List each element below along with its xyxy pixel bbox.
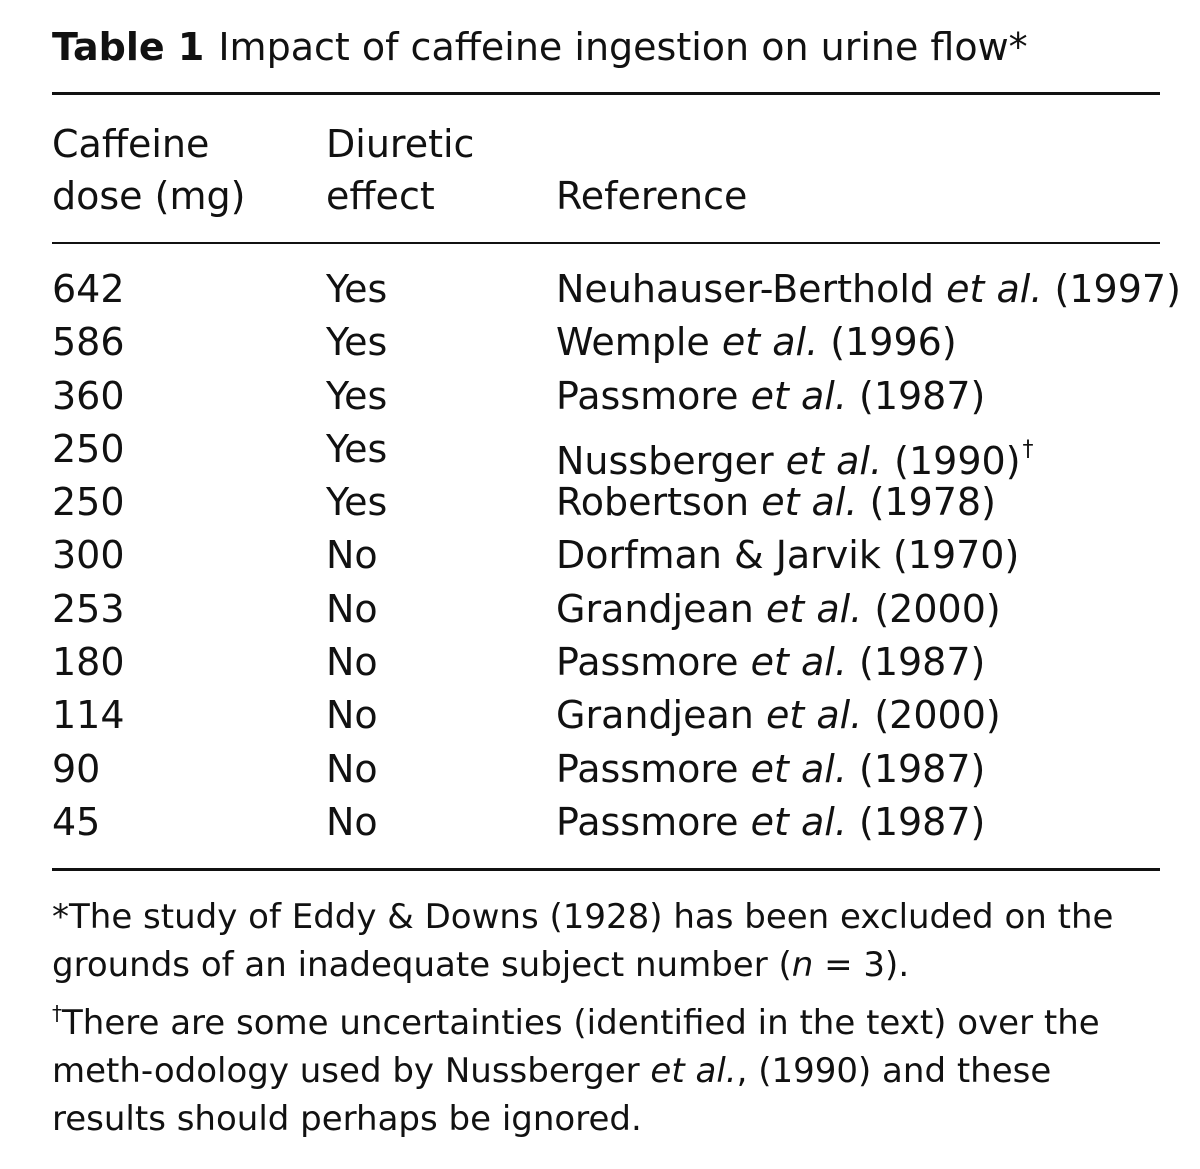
cell-dose: 114 [52,693,125,738]
table-body [52,263,1181,849]
cell-dose: 45 [52,799,101,844]
cell-effect: No [326,640,378,685]
reference-etal: et al. [750,799,847,844]
cell-reference [556,689,1001,742]
table-row [52,316,1160,369]
cell-reference [556,370,985,423]
footnote-mark: † [1022,436,1034,462]
cell-reference [556,636,985,689]
reference-year: (2000) [874,586,1001,631]
header-effect-line2: effect [326,174,435,218]
reference-etal: et al. [750,640,847,685]
reference-year: (1987) [859,373,986,418]
cell-dose: 250 [52,480,125,525]
table-row [52,583,1160,636]
top-rule [52,92,1160,95]
cell-effect: Yes [326,426,388,471]
reference-year: (1987) [859,746,986,791]
cell-effect: Yes [326,267,388,311]
cell-reference [556,529,1019,582]
header-effect-line1: Diuretic [326,122,475,166]
cell-effect: Yes [326,373,388,418]
table-caption [52,22,1028,72]
cell-dose: 250 [52,426,125,471]
reference-author: Dorfman & Jarvik [556,533,881,578]
reference-author: Grandjean [556,586,754,631]
cell-dose: 180 [52,640,125,685]
reference-author: Wemple [556,320,710,365]
reference-etal: et al. [721,320,819,365]
table-label: Table 1 [52,25,205,69]
reference-etal: et al. [946,267,1043,311]
cell-effect: No [326,693,378,738]
cell-dose: 253 [52,586,125,631]
reference-year: (2000) [874,693,1001,738]
footnote-asterisk: *The study of Eddy & Downs (1928) has been excluded on the grounds of an inadequate subject number (n = 3). [52,897,1114,985]
reference-year: (1978) [869,480,996,525]
reference-author: Passmore [556,373,739,418]
header-dose [52,118,245,222]
table-row [52,636,1160,689]
table-row [52,796,1160,849]
cell-effect: Yes [326,480,388,525]
reference-author: Passmore [556,799,739,844]
reference-author: Passmore [556,746,739,791]
reference-author: Passmore [556,640,739,685]
table-row [52,743,1160,796]
reference-etal: et al. [750,373,847,418]
cell-effect: No [326,799,378,844]
cell-effect: No [326,533,378,578]
bottom-rule [52,868,1160,871]
reference-etal: et al. [765,693,863,738]
reference-year: (1987) [859,799,986,844]
reference-year: (1990) [894,438,1021,483]
table-row [52,423,1160,483]
table-document [52,0,1181,1169]
table-row [52,689,1160,742]
cell-effect: No [326,746,378,791]
cell-dose: 360 [52,373,125,418]
reference-year: (1997) [1054,267,1181,311]
reference-author: Grandjean [556,693,754,738]
cell-dose: 586 [52,320,125,365]
reference-etal: et al. [765,586,863,631]
header-reference [556,118,747,222]
cell-dose: 90 [52,746,101,791]
header-rule [52,242,1160,244]
reference-etal: et al. [785,438,883,483]
cell-reference [556,316,957,369]
reference-etal: et al. [750,746,847,791]
reference-year: (1987) [859,640,986,685]
header-dose-line2: dose (mg) [52,174,246,218]
cell-effect: No [326,586,378,631]
table-row [52,476,1160,529]
cell-reference [556,796,985,849]
reference-year: (1996) [830,320,957,365]
cell-reference [556,263,1181,316]
footnotes [52,893,1160,1143]
table-row [52,370,1160,423]
reference-etal: et al. [761,480,858,525]
header-reference-label: Reference [556,174,748,218]
cell-reference [556,743,985,796]
reference-author: Neuhauser-Berthold [556,267,935,311]
table-title: Impact of caffeine ingestion on urine flow* [218,25,1028,69]
reference-year: (1970) [892,533,1020,578]
header-dose-line1: Caffeine [52,122,210,166]
cell-dose: 300 [52,533,125,578]
footnote-dagger: †There are some uncertainties (identified in the text) over the meth-odology used by Nussberger et al., (1990) and these results should perhaps be ignored. [52,1001,1100,1139]
header-effect [326,118,474,222]
reference-author: Robertson [556,480,750,525]
table-row [52,529,1160,582]
table-row [52,263,1181,316]
cell-reference [556,583,1001,636]
reference-author: Nussberger [556,438,774,483]
cell-reference [556,476,996,529]
cell-effect: Yes [326,320,388,365]
cell-dose: 642 [52,267,125,311]
